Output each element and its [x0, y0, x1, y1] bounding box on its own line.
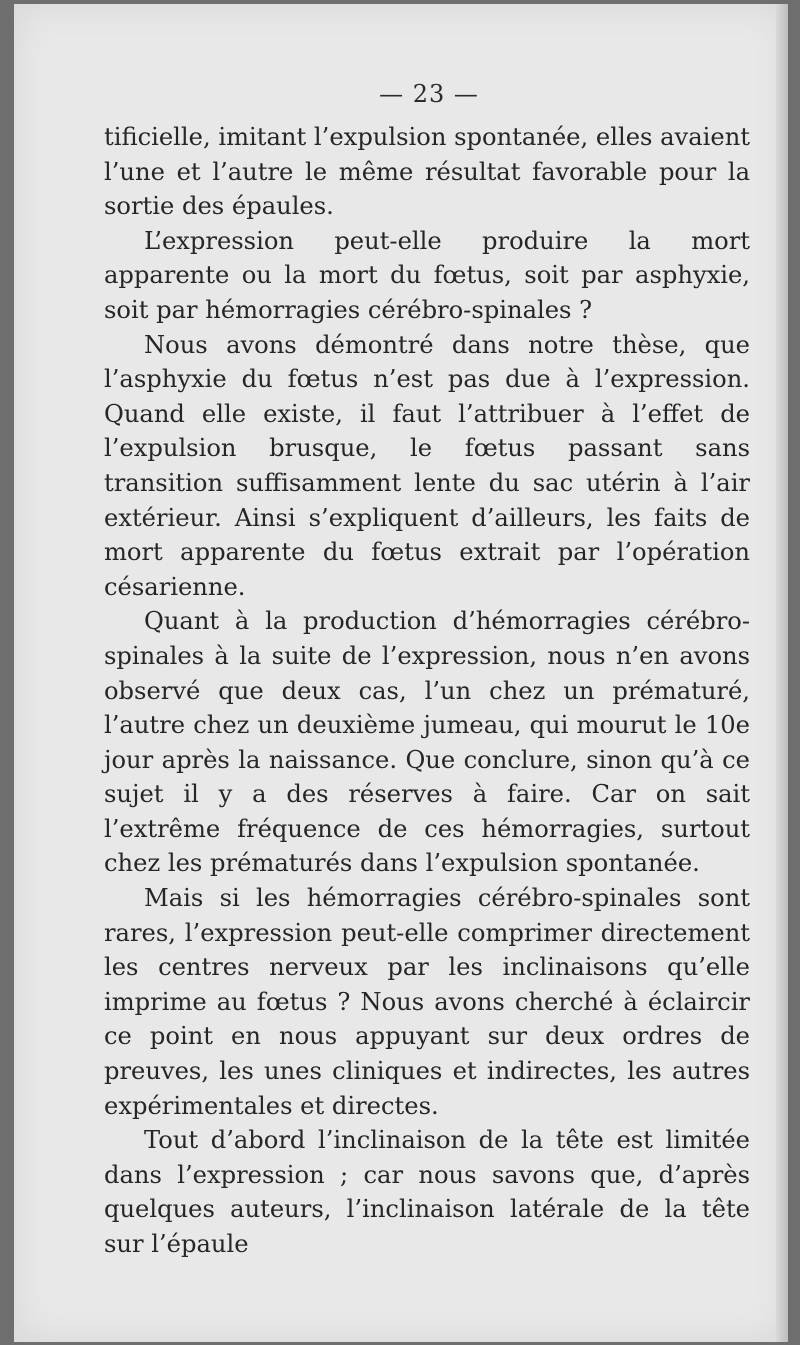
page-edge: [776, 4, 788, 1342]
body-text: [104, 120, 750, 1262]
book-page: [14, 4, 788, 1342]
paragraph-2: L’expression peut-elle produire la mort apparente ou la mort du fœtus, soit par asphyxie, soit par hémorragies cérébro-spinales ?: [104, 226, 750, 324]
paragraph-6: Tout d’abord l’inclinaison de la tête est limitée dans l’expression ; car nous savons que, d’après quelques auteurs, l’inclinaison latérale de la tête sur l’épaule: [104, 1126, 750, 1258]
page-number: — 23 —: [379, 80, 479, 108]
paragraph-5: Mais si les hémorragies cérébro-spinales sont rares, l’expression peut-elle comprimer directement les centres nerveux par les inclinaisons qu’elle imprime au fœtus ? Nous avons cherché à éclaircir ce point en nous appuyant sur deux ordres de preuves, les unes cliniques et indirectes, les autres expérimentales et directes.: [104, 884, 750, 1120]
paragraph-4: Quant à la production d’hémorragies cérébro-spinales à la suite de l’expression, nous n’en avons observé que deux cas, l’un chez un prématuré, l’autre chez un deuxième jumeau, qui mourut le 10e jour après la naissance. Que conclure, sinon qu’à ce sujet il y a des réserves à faire. Car on sait l’extrême fréquence de ces hémorragies, surtout chez les prématurés dans l’expulsion spontanée.: [104, 607, 750, 878]
paragraph-1: tificielle, imitant l’expulsion spontanée, elles avaient l’une et l’autre le même résultat favorable pour la sortie des épaules.: [104, 123, 750, 221]
paragraph-3: Nous avons démontré dans notre thèse, que l’asphyxie du fœtus n’est pas due à l’expression. Quand elle existe, il faut l’attribuer à l’effet de l’expulsion brusque, le fœtus passant sans transition suffisamment lente du sac utérin à l’air extérieur. Ainsi s’expliquent d’ailleurs, les faits de mort apparente du fœtus extrait par l’opération césarienne.: [104, 330, 750, 601]
